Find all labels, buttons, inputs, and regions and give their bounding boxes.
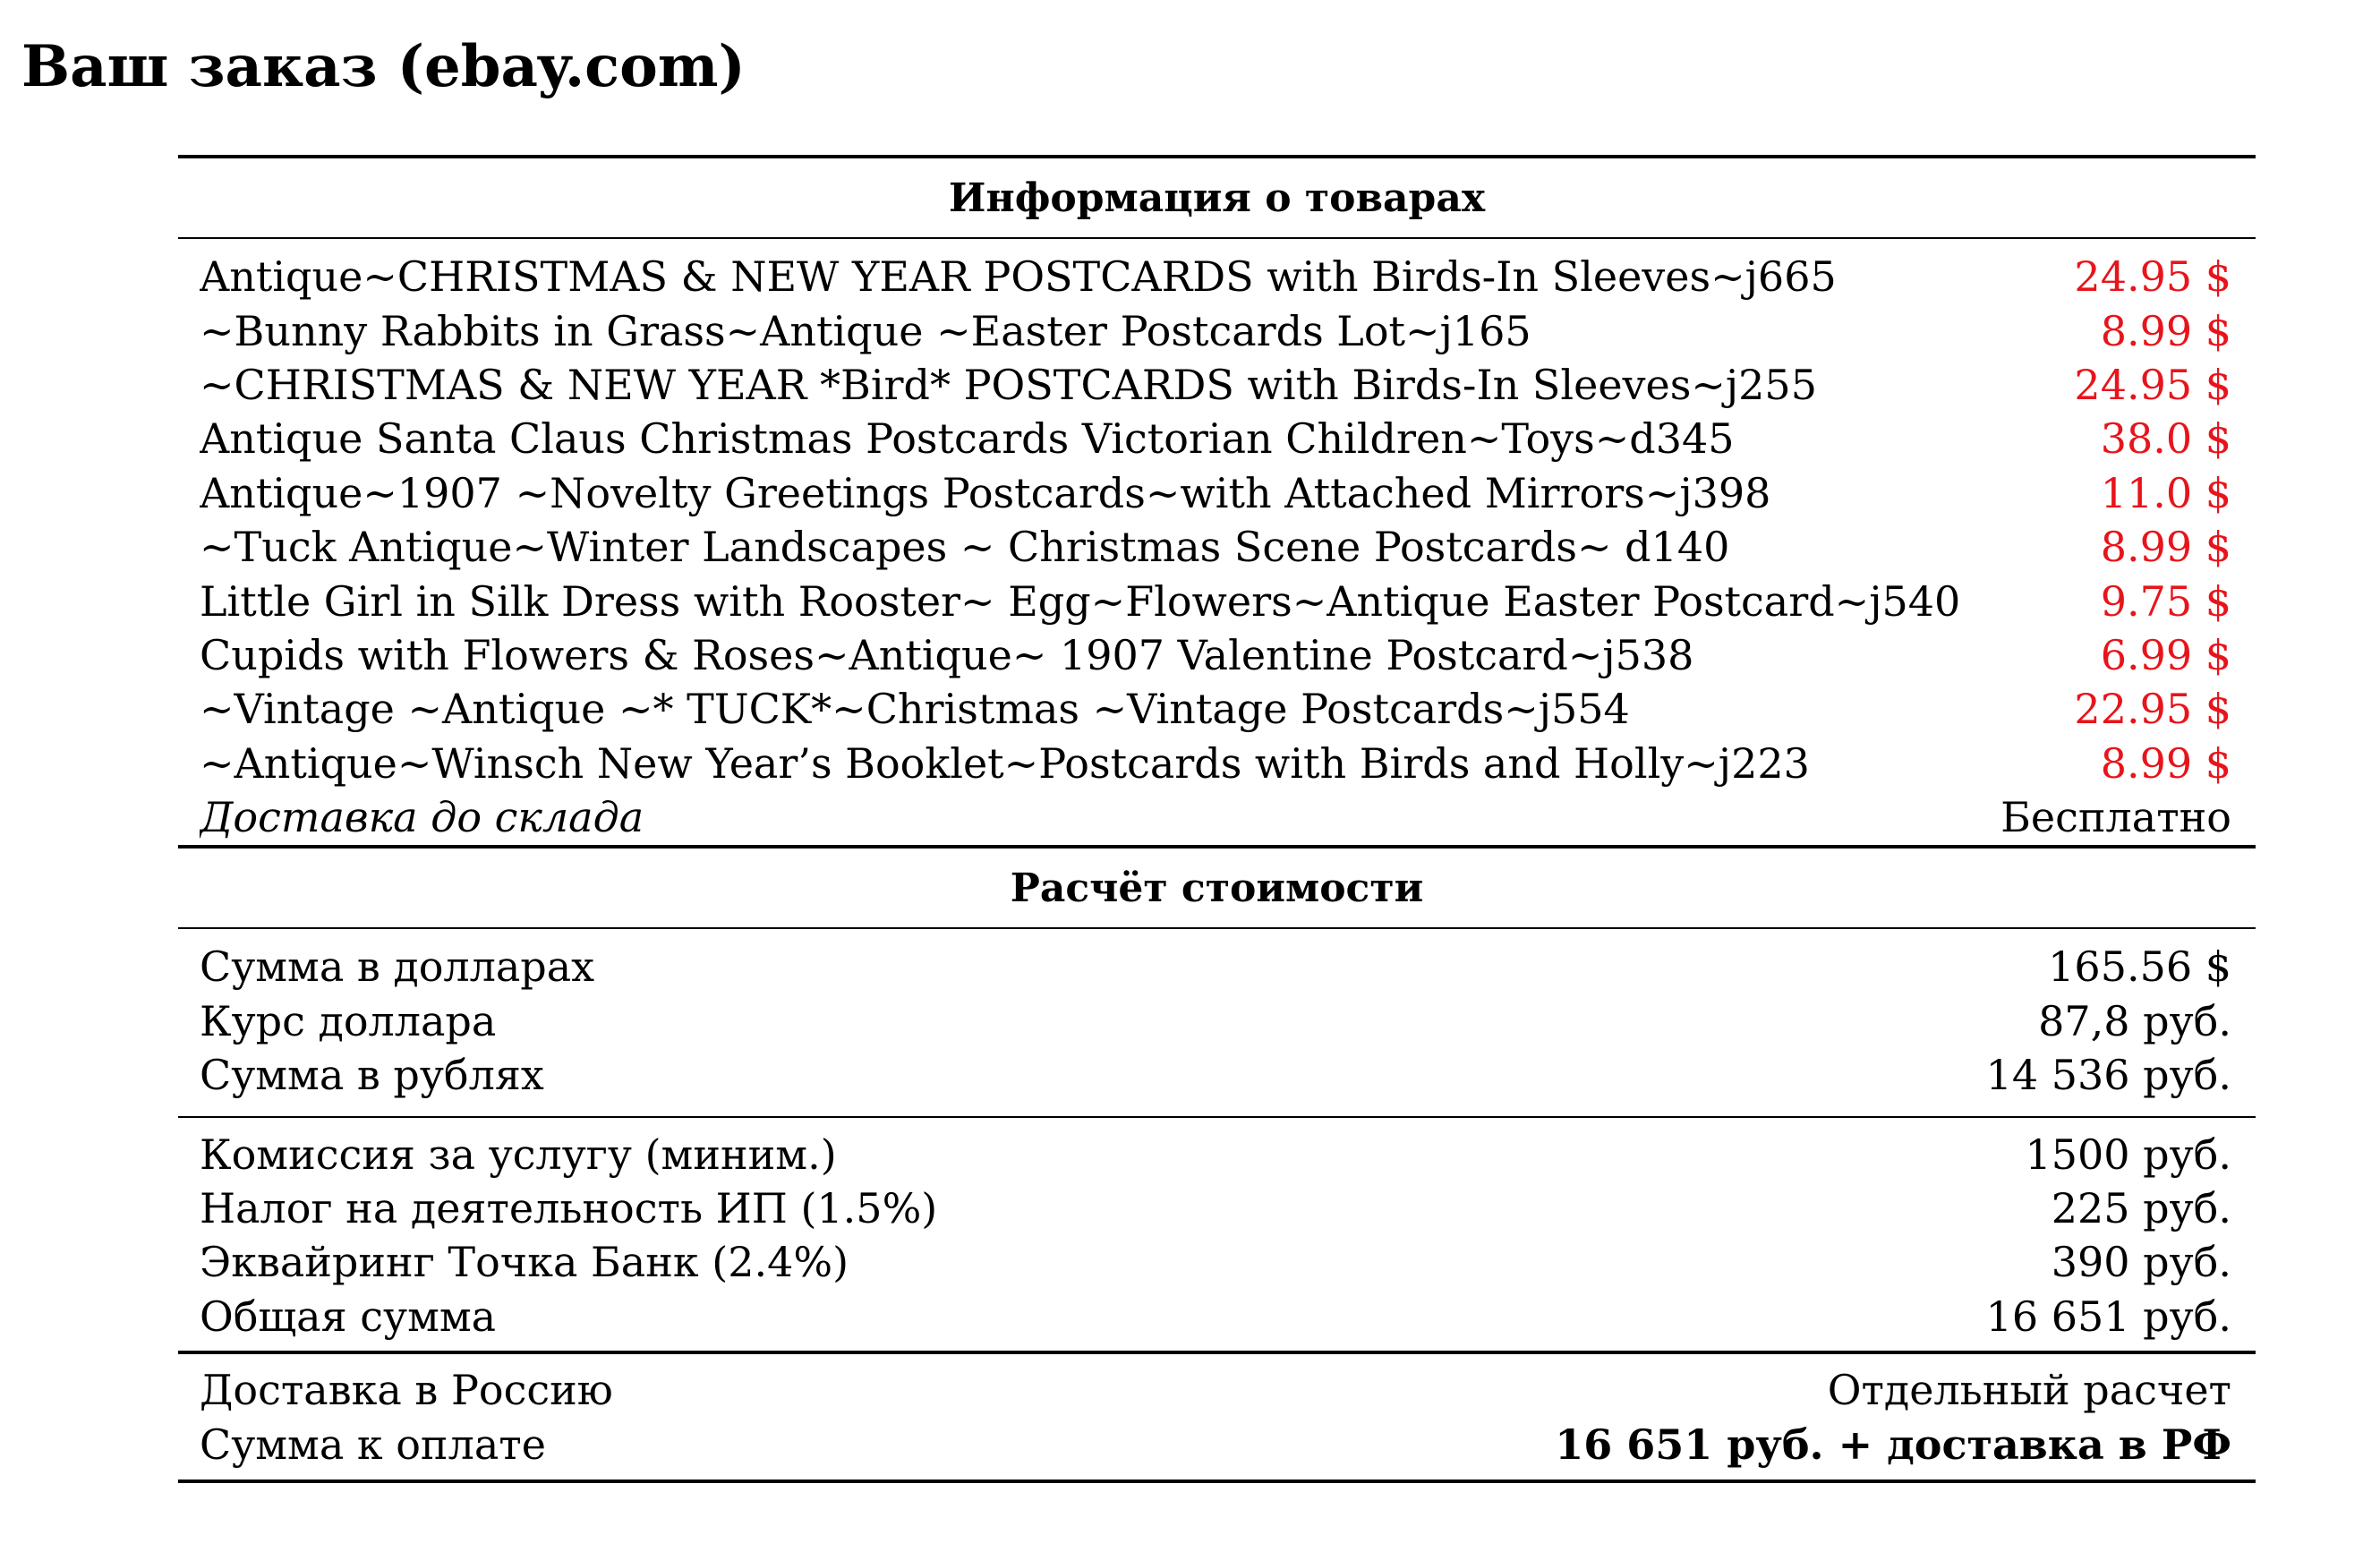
item-name: ~Bunny Rabbits in Grass~Antique ~Easter Postcards Lot~j165 <box>200 306 1531 355</box>
commission-label: Комиссия за услугу (миним.) <box>200 1130 837 1179</box>
item-name: Antique~CHRISTMAS & NEW YEAR POSTCARDS with Birds-In Sleeves~j665 <box>200 252 1837 302</box>
item-row <box>200 358 2231 412</box>
item-price: 8.99 $ <box>2100 306 2231 355</box>
item-row <box>200 303 2231 357</box>
item-name: Cupids with Flowers & Roses~Antique~ 1907 Valentine Postcard~j538 <box>200 630 1694 679</box>
item-name: Antique Santa Claus Christmas Postcards Victorian Children~Toys~d345 <box>200 414 1735 464</box>
currency-block <box>178 929 2256 1116</box>
item-name: ~CHRISTMAS & NEW YEAR *Bird* POSTCARDS with Birds-In Sleeves~j255 <box>200 360 1817 409</box>
item-row <box>200 682 2231 736</box>
item-price: 6.99 $ <box>2100 630 2231 679</box>
warehouse-delivery-value: Бесплатно <box>2000 793 2231 842</box>
acquiring-row <box>200 1235 2231 1289</box>
acquiring-label: Эквайринг Точка Банк (2.4%) <box>200 1238 849 1287</box>
fees-block <box>178 1118 2256 1351</box>
sum-usd-row <box>200 940 2231 993</box>
item-name: Little Girl in Silk Dress with Rooster~ Egg~Flowers~Antique Easter Postcard~j540 <box>200 576 1961 626</box>
item-row <box>200 520 2231 574</box>
order-table <box>178 155 2256 1483</box>
item-price: 38.0 $ <box>2100 414 2231 464</box>
table-bottom-rule <box>178 1480 2256 1483</box>
sum-rub-label: Сумма в рублях <box>200 1051 544 1100</box>
total-value: 16 651 руб. <box>1985 1292 2231 1341</box>
item-row <box>200 466 2231 520</box>
usd-rate-label: Курс доллара <box>200 996 497 1045</box>
item-row <box>200 628 2231 682</box>
commission-row <box>200 1127 2231 1181</box>
usd-rate-row <box>200 994 2231 1048</box>
usd-rate-value: 87,8 руб. <box>2038 996 2231 1045</box>
sum-rub-row <box>200 1048 2231 1102</box>
item-price: 8.99 $ <box>2100 738 2231 788</box>
tax-label: Налог на деятельность ИП (1.5%) <box>200 1184 938 1233</box>
item-price: 9.75 $ <box>2100 576 2231 626</box>
payment-block <box>178 1354 2256 1480</box>
item-row <box>200 574 2231 627</box>
tax-row <box>200 1181 2231 1235</box>
page-title: Ваш заказ (ebay.com) <box>21 33 746 100</box>
item-price: 11.0 $ <box>2100 468 2231 517</box>
russia-delivery-label: Доставка в Россию <box>200 1366 613 1415</box>
to-pay-label: Сумма к оплате <box>200 1420 546 1469</box>
acquiring-value: 390 руб. <box>2051 1238 2231 1287</box>
item-name: ~Tuck Antique~Winter Landscapes ~ Christmas Scene Postcards~ d140 <box>200 523 1730 572</box>
commission-value: 1500 руб. <box>2025 1130 2231 1179</box>
warehouse-delivery-row <box>200 790 2231 844</box>
tax-value: 225 руб. <box>2051 1184 2231 1233</box>
total-row <box>200 1290 2231 1343</box>
sum-usd-value: 165.56 $ <box>2048 942 2231 992</box>
item-price: 22.95 $ <box>2074 685 2231 734</box>
calc-section-header: Расчёт стоимости <box>1010 865 1424 911</box>
item-price: 24.95 $ <box>2074 252 2231 302</box>
item-row <box>200 250 2231 303</box>
item-row <box>200 737 2231 790</box>
russia-delivery-value: Отдельный расчет <box>1827 1366 2231 1415</box>
item-row <box>200 412 2231 465</box>
item-price: 24.95 $ <box>2074 360 2231 409</box>
items-section-header: Информация о товарах <box>948 175 1486 221</box>
item-name: ~Antique~Winsch New Year’s Booklet~Postcards with Birds and Holly~j223 <box>200 738 1810 788</box>
to-pay-value: 16 651 руб. + доставка в РФ <box>1555 1420 2231 1469</box>
russia-delivery-row <box>200 1363 2231 1417</box>
sum-usd-label: Сумма в долларах <box>200 942 595 992</box>
item-name: ~Vintage ~Antique ~* TUCK*~Christmas ~Vintage Postcards~j554 <box>200 685 1630 734</box>
sum-rub-value: 14 536 руб. <box>1985 1051 2231 1100</box>
total-label: Общая сумма <box>200 1292 497 1341</box>
item-name: Antique~1907 ~Novelty Greetings Postcards~with Attached Mirrors~j398 <box>200 468 1771 517</box>
item-price: 8.99 $ <box>2100 523 2231 572</box>
warehouse-delivery-label: Доставка до склада <box>200 793 644 842</box>
items-list <box>178 239 2256 845</box>
to-pay-row <box>200 1417 2231 1471</box>
